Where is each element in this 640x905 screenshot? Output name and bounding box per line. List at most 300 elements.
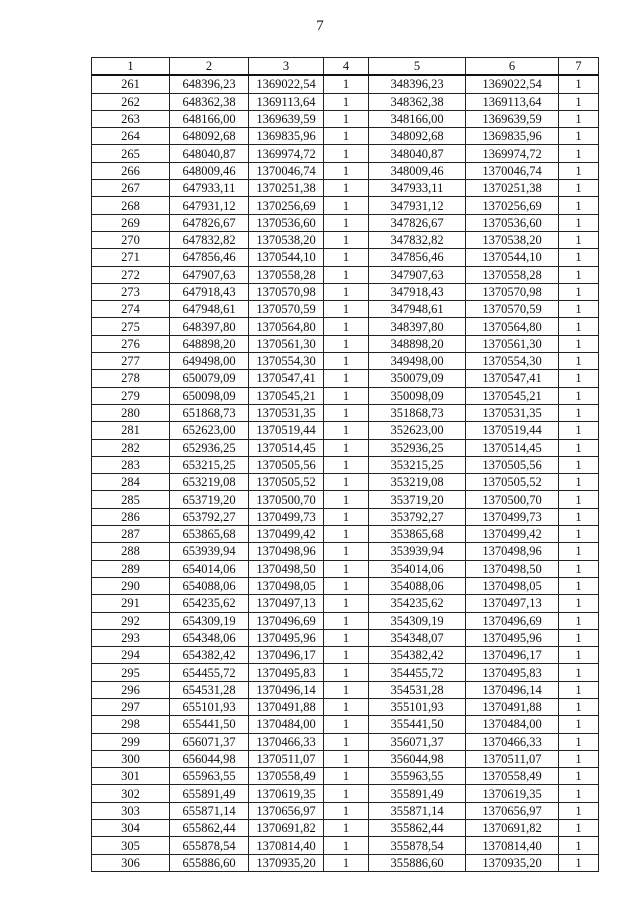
table-row <box>92 387 599 404</box>
table-cell: 290 <box>92 577 170 594</box>
table-cell: 271 <box>92 249 170 266</box>
table-cell: 354309,19 <box>369 612 466 629</box>
table-cell: 1370498,05 <box>249 577 324 594</box>
table-cell: 1370691,82 <box>466 820 559 837</box>
table-cell: 653219,08 <box>170 474 249 491</box>
table-cell: 1 <box>559 162 599 179</box>
table-cell: 1370500,70 <box>249 491 324 508</box>
table-row <box>92 733 599 750</box>
table-cell: 1 <box>324 422 369 439</box>
table-cell: 1370519,44 <box>466 422 559 439</box>
table-cell: 297 <box>92 698 170 715</box>
table-cell: 1370558,49 <box>249 768 324 785</box>
table-cell: 353865,68 <box>369 526 466 543</box>
table-cell: 1370498,50 <box>466 560 559 577</box>
coordinates-table <box>91 57 599 872</box>
table-cell: 280 <box>92 404 170 421</box>
table-cell: 1370656,97 <box>249 802 324 819</box>
table-cell: 1370495,96 <box>249 629 324 646</box>
table-cell: 1370256,69 <box>249 197 324 214</box>
table-cell: 353215,25 <box>369 456 466 473</box>
table-cell: 651868,73 <box>170 404 249 421</box>
table-cell: 302 <box>92 785 170 802</box>
table-cell: 1 <box>324 526 369 543</box>
table-cell: 1 <box>324 145 369 162</box>
table-row <box>92 75 599 93</box>
table-row <box>92 750 599 767</box>
table-cell: 1 <box>559 318 599 335</box>
table-cell: 278 <box>92 370 170 387</box>
table-cell: 352936,25 <box>369 439 466 456</box>
table-cell: 1370536,60 <box>249 214 324 231</box>
table-cell: 350098,09 <box>369 387 466 404</box>
table-cell: 652623,00 <box>170 422 249 439</box>
table-cell: 1 <box>324 698 369 715</box>
table-cell: 347832,82 <box>369 231 466 248</box>
table-cell: 1 <box>559 733 599 750</box>
table-cell: 647931,12 <box>170 197 249 214</box>
table-cell: 655891,49 <box>170 785 249 802</box>
table-cell: 292 <box>92 612 170 629</box>
table-cell: 1 <box>324 543 369 560</box>
table-cell: 306 <box>92 854 170 871</box>
table-cell: 1370499,73 <box>466 508 559 525</box>
table-cell: 348397,80 <box>369 318 466 335</box>
table-cell: 1370561,30 <box>466 335 559 352</box>
table-row <box>92 629 599 646</box>
table-cell: 1 <box>559 491 599 508</box>
table-cell: 1370564,80 <box>249 318 324 335</box>
table-cell: 298 <box>92 716 170 733</box>
table-row <box>92 612 599 629</box>
table-cell: 652936,25 <box>170 439 249 456</box>
table-row <box>92 508 599 525</box>
table-cell: 356071,37 <box>369 733 466 750</box>
table-cell: 1 <box>324 75 369 93</box>
table-cell: 1 <box>324 577 369 594</box>
table-cell: 347856,46 <box>369 249 466 266</box>
table-cell: 648166,00 <box>170 110 249 127</box>
table-row <box>92 820 599 837</box>
table-cell: 1 <box>559 439 599 456</box>
table-cell: 284 <box>92 474 170 491</box>
table-cell: 1370619,35 <box>466 785 559 802</box>
table-cell: 1370691,82 <box>249 820 324 837</box>
table-cell: 647832,82 <box>170 231 249 248</box>
table-cell: 348009,46 <box>369 162 466 179</box>
table-cell: 656044,98 <box>170 750 249 767</box>
table-cell: 655878,54 <box>170 837 249 854</box>
table-cell: 1 <box>559 560 599 577</box>
table-cell: 1370484,00 <box>466 716 559 733</box>
table-cell: 348166,00 <box>369 110 466 127</box>
table-row <box>92 422 599 439</box>
table-cell: 1 <box>324 491 369 508</box>
table-cell: 1 <box>559 768 599 785</box>
column-header: 5 <box>369 58 466 76</box>
table-cell: 1370505,56 <box>249 456 324 473</box>
column-header: 7 <box>559 58 599 76</box>
table-cell: 291 <box>92 595 170 612</box>
table-cell: 1 <box>324 716 369 733</box>
column-header: 4 <box>324 58 369 76</box>
table-cell: 1370466,33 <box>249 733 324 750</box>
table-cell: 648362,38 <box>170 93 249 110</box>
table-cell: 1 <box>559 629 599 646</box>
table-cell: 1370495,96 <box>466 629 559 646</box>
table-cell: 1 <box>559 93 599 110</box>
table-cell: 655871,14 <box>170 802 249 819</box>
table-cell: 1 <box>559 526 599 543</box>
table-cell: 1 <box>324 197 369 214</box>
table-cell: 1370496,17 <box>249 647 324 664</box>
table-cell: 1370496,17 <box>466 647 559 664</box>
table-cell: 299 <box>92 733 170 750</box>
table-cell: 354014,06 <box>369 560 466 577</box>
column-header: 2 <box>170 58 249 76</box>
table-cell: 1 <box>559 612 599 629</box>
table-cell: 347948,61 <box>369 301 466 318</box>
table-cell: 347918,43 <box>369 283 466 300</box>
table-cell: 647918,43 <box>170 283 249 300</box>
table-cell: 1370498,96 <box>249 543 324 560</box>
table-cell: 1 <box>324 664 369 681</box>
table-cell: 1 <box>559 750 599 767</box>
table-cell: 293 <box>92 629 170 646</box>
table-cell: 1370491,88 <box>466 698 559 715</box>
table-cell: 279 <box>92 387 170 404</box>
table-row <box>92 664 599 681</box>
table-cell: 1370656,97 <box>466 802 559 819</box>
table-cell: 648898,20 <box>170 335 249 352</box>
table-cell: 1 <box>324 439 369 456</box>
table-row <box>92 231 599 248</box>
table-cell: 1 <box>559 145 599 162</box>
table-cell: 351868,73 <box>369 404 466 421</box>
table-cell: 647933,11 <box>170 180 249 197</box>
table-cell: 1 <box>324 733 369 750</box>
table-cell: 355878,54 <box>369 837 466 854</box>
table-cell: 1370531,35 <box>249 404 324 421</box>
table-row <box>92 335 599 352</box>
table-cell: 1370251,38 <box>466 180 559 197</box>
table-row <box>92 249 599 266</box>
table-cell: 1370519,44 <box>249 422 324 439</box>
table-cell: 1 <box>324 629 369 646</box>
table-row <box>92 353 599 370</box>
table-cell: 1 <box>324 249 369 266</box>
table-row <box>92 318 599 335</box>
table-cell: 647948,61 <box>170 301 249 318</box>
table-cell: 653865,68 <box>170 526 249 543</box>
table-cell: 1370251,38 <box>249 180 324 197</box>
table-cell: 1 <box>324 370 369 387</box>
table-cell: 654014,06 <box>170 560 249 577</box>
table-cell: 654455,72 <box>170 664 249 681</box>
table-row <box>92 837 599 854</box>
table-cell: 1370935,20 <box>466 854 559 871</box>
table-cell: 352623,00 <box>369 422 466 439</box>
table-cell: 649498,00 <box>170 353 249 370</box>
table-cell: 353939,94 <box>369 543 466 560</box>
table-cell: 285 <box>92 491 170 508</box>
table-cell: 264 <box>92 128 170 145</box>
table-cell: 1 <box>559 335 599 352</box>
table-cell: 276 <box>92 335 170 352</box>
table-row <box>92 404 599 421</box>
table-cell: 1 <box>324 785 369 802</box>
table-cell: 353719,20 <box>369 491 466 508</box>
table-cell: 283 <box>92 456 170 473</box>
table-cell: 1 <box>324 128 369 145</box>
page-number: 7 <box>316 18 324 34</box>
table-cell: 1 <box>559 128 599 145</box>
table-row <box>92 681 599 698</box>
table-cell: 1 <box>559 422 599 439</box>
table-cell: 1370505,52 <box>249 474 324 491</box>
table-cell: 1370046,74 <box>249 162 324 179</box>
table-cell: 1370545,21 <box>466 387 559 404</box>
table-cell: 1 <box>559 595 599 612</box>
table-cell: 269 <box>92 214 170 231</box>
table-cell: 350079,09 <box>369 370 466 387</box>
table-cell: 1370511,07 <box>249 750 324 767</box>
table-row <box>92 474 599 491</box>
table-row <box>92 197 599 214</box>
table-cell: 270 <box>92 231 170 248</box>
table-cell: 655101,93 <box>170 698 249 715</box>
table-cell: 355886,60 <box>369 854 466 871</box>
table-row <box>92 526 599 543</box>
table-cell: 1 <box>559 681 599 698</box>
table-cell: 1369022,54 <box>466 75 559 93</box>
table-row <box>92 180 599 197</box>
table-cell: 1 <box>559 387 599 404</box>
table-cell: 282 <box>92 439 170 456</box>
table-cell: 1370499,42 <box>249 526 324 543</box>
table-cell: 262 <box>92 93 170 110</box>
table-cell: 1370496,69 <box>249 612 324 629</box>
table-cell: 1370505,56 <box>466 456 559 473</box>
table-cell: 1370256,69 <box>466 197 559 214</box>
table-cell: 1370545,21 <box>249 387 324 404</box>
table-cell: 275 <box>92 318 170 335</box>
table-cell: 1 <box>324 110 369 127</box>
table-cell: 295 <box>92 664 170 681</box>
table-cell: 1 <box>324 595 369 612</box>
table-cell: 1 <box>324 802 369 819</box>
table-cell: 1 <box>324 854 369 871</box>
table-cell: 1 <box>324 647 369 664</box>
table-cell: 305 <box>92 837 170 854</box>
table-cell: 296 <box>92 681 170 698</box>
table-cell: 347931,12 <box>369 197 466 214</box>
table-cell: 348396,23 <box>369 75 466 93</box>
table-cell: 1 <box>559 180 599 197</box>
table-cell: 1 <box>324 353 369 370</box>
table-row <box>92 716 599 733</box>
table-row <box>92 456 599 473</box>
table-cell: 653215,25 <box>170 456 249 473</box>
table-cell: 1 <box>324 266 369 283</box>
table-cell: 355963,55 <box>369 768 466 785</box>
column-header: 3 <box>249 58 324 76</box>
table-cell: 1 <box>559 716 599 733</box>
table-cell: 348362,38 <box>369 93 466 110</box>
table-cell: 1 <box>324 750 369 767</box>
table-cell: 1 <box>324 162 369 179</box>
table-row <box>92 543 599 560</box>
table-cell: 355441,50 <box>369 716 466 733</box>
table-cell: 1 <box>559 820 599 837</box>
table-row <box>92 93 599 110</box>
table-cell: 1 <box>559 214 599 231</box>
table-cell: 1370514,45 <box>466 439 559 456</box>
table-cell: 1 <box>324 318 369 335</box>
table-cell: 1370558,28 <box>466 266 559 283</box>
table-cell: 355101,93 <box>369 698 466 715</box>
table-row <box>92 370 599 387</box>
table-cell: 1 <box>324 214 369 231</box>
table-cell: 1 <box>559 647 599 664</box>
table-cell: 1370495,83 <box>466 664 559 681</box>
table-cell: 653939,94 <box>170 543 249 560</box>
table-row <box>92 647 599 664</box>
table-cell: 647907,63 <box>170 266 249 283</box>
table-cell: 273 <box>92 283 170 300</box>
table-cell: 1 <box>324 820 369 837</box>
table-cell: 1 <box>559 854 599 871</box>
table-cell: 1369113,64 <box>466 93 559 110</box>
table-cell: 1 <box>559 664 599 681</box>
table-cell: 1369022,54 <box>249 75 324 93</box>
table-cell: 265 <box>92 145 170 162</box>
table-cell: 1369639,59 <box>466 110 559 127</box>
table-cell: 1 <box>559 577 599 594</box>
table-cell: 1370466,33 <box>466 733 559 750</box>
table-cell: 653719,20 <box>170 491 249 508</box>
table-cell: 1 <box>324 560 369 577</box>
table-cell: 1370619,35 <box>249 785 324 802</box>
table-cell: 274 <box>92 301 170 318</box>
table-row <box>92 128 599 145</box>
table-cell: 354531,28 <box>369 681 466 698</box>
table-cell: 277 <box>92 353 170 370</box>
table-cell: 267 <box>92 180 170 197</box>
table-cell: 1370558,49 <box>466 768 559 785</box>
table-cell: 353219,08 <box>369 474 466 491</box>
table-cell: 1369974,72 <box>466 145 559 162</box>
table-cell: 1370814,40 <box>249 837 324 854</box>
table-cell: 1370570,59 <box>466 301 559 318</box>
table-cell: 647826,67 <box>170 214 249 231</box>
table-cell: 1 <box>559 837 599 854</box>
table-cell: 1370499,73 <box>249 508 324 525</box>
table-cell: 1 <box>324 508 369 525</box>
table-cell: 1 <box>559 197 599 214</box>
table-header <box>92 58 599 76</box>
table-cell: 1 <box>559 75 599 93</box>
table-cell: 1370561,30 <box>249 335 324 352</box>
table-cell: 349498,00 <box>369 353 466 370</box>
table-cell: 1370547,41 <box>466 370 559 387</box>
table-cell: 1370544,10 <box>249 249 324 266</box>
table-row <box>92 698 599 715</box>
table-cell: 1370500,70 <box>466 491 559 508</box>
table-cell: 1 <box>324 456 369 473</box>
table-row <box>92 439 599 456</box>
table-cell: 1370497,13 <box>249 595 324 612</box>
table-cell: 356044,98 <box>369 750 466 767</box>
table-cell: 1370514,45 <box>249 439 324 456</box>
table-cell: 261 <box>92 75 170 93</box>
table-cell: 355871,14 <box>369 802 466 819</box>
table-cell: 648040,87 <box>170 145 249 162</box>
table-cell: 1 <box>324 474 369 491</box>
table-cell: 1370484,00 <box>249 716 324 733</box>
table-cell: 272 <box>92 266 170 283</box>
table-cell: 1369639,59 <box>249 110 324 127</box>
table-cell: 1 <box>324 404 369 421</box>
table-cell: 1370491,88 <box>249 698 324 715</box>
table-cell: 1370570,59 <box>249 301 324 318</box>
table-cell: 648009,46 <box>170 162 249 179</box>
table-cell: 654309,19 <box>170 612 249 629</box>
table-row <box>92 266 599 283</box>
table-cell: 1 <box>324 681 369 698</box>
table-cell: 348092,68 <box>369 128 466 145</box>
table-row <box>92 854 599 871</box>
table-cell: 303 <box>92 802 170 819</box>
table-cell: 1 <box>559 508 599 525</box>
table-cell: 1370564,80 <box>466 318 559 335</box>
table-cell: 1 <box>559 266 599 283</box>
table-row <box>92 145 599 162</box>
table-cell: 1370499,42 <box>466 526 559 543</box>
table-cell: 1370505,52 <box>466 474 559 491</box>
table-cell: 1370511,07 <box>466 750 559 767</box>
table-cell: 655862,44 <box>170 820 249 837</box>
table-cell: 289 <box>92 560 170 577</box>
table-cell: 654235,62 <box>170 595 249 612</box>
table-cell: 1 <box>559 802 599 819</box>
table-cell: 354088,06 <box>369 577 466 594</box>
table-cell: 1 <box>324 837 369 854</box>
table-cell: 655441,50 <box>170 716 249 733</box>
table-cell: 1 <box>324 93 369 110</box>
table-cell: 1370497,13 <box>466 595 559 612</box>
table-cell: 1370554,30 <box>466 353 559 370</box>
table-cell: 655963,55 <box>170 768 249 785</box>
table-cell: 304 <box>92 820 170 837</box>
table-cell: 1369113,64 <box>249 93 324 110</box>
table-cell: 1 <box>324 180 369 197</box>
table-cell: 354382,42 <box>369 647 466 664</box>
table-row <box>92 785 599 802</box>
table-cell: 1 <box>324 231 369 248</box>
table-cell: 347826,67 <box>369 214 466 231</box>
table-cell: 1370570,98 <box>249 283 324 300</box>
table-cell: 263 <box>92 110 170 127</box>
table-cell: 1370495,83 <box>249 664 324 681</box>
table-cell: 654348,06 <box>170 629 249 646</box>
table-cell: 647856,46 <box>170 249 249 266</box>
table-cell: 1369835,96 <box>249 128 324 145</box>
table-cell: 1370496,14 <box>249 681 324 698</box>
table-cell: 648092,68 <box>170 128 249 145</box>
table-cell: 281 <box>92 422 170 439</box>
table-row <box>92 768 599 785</box>
